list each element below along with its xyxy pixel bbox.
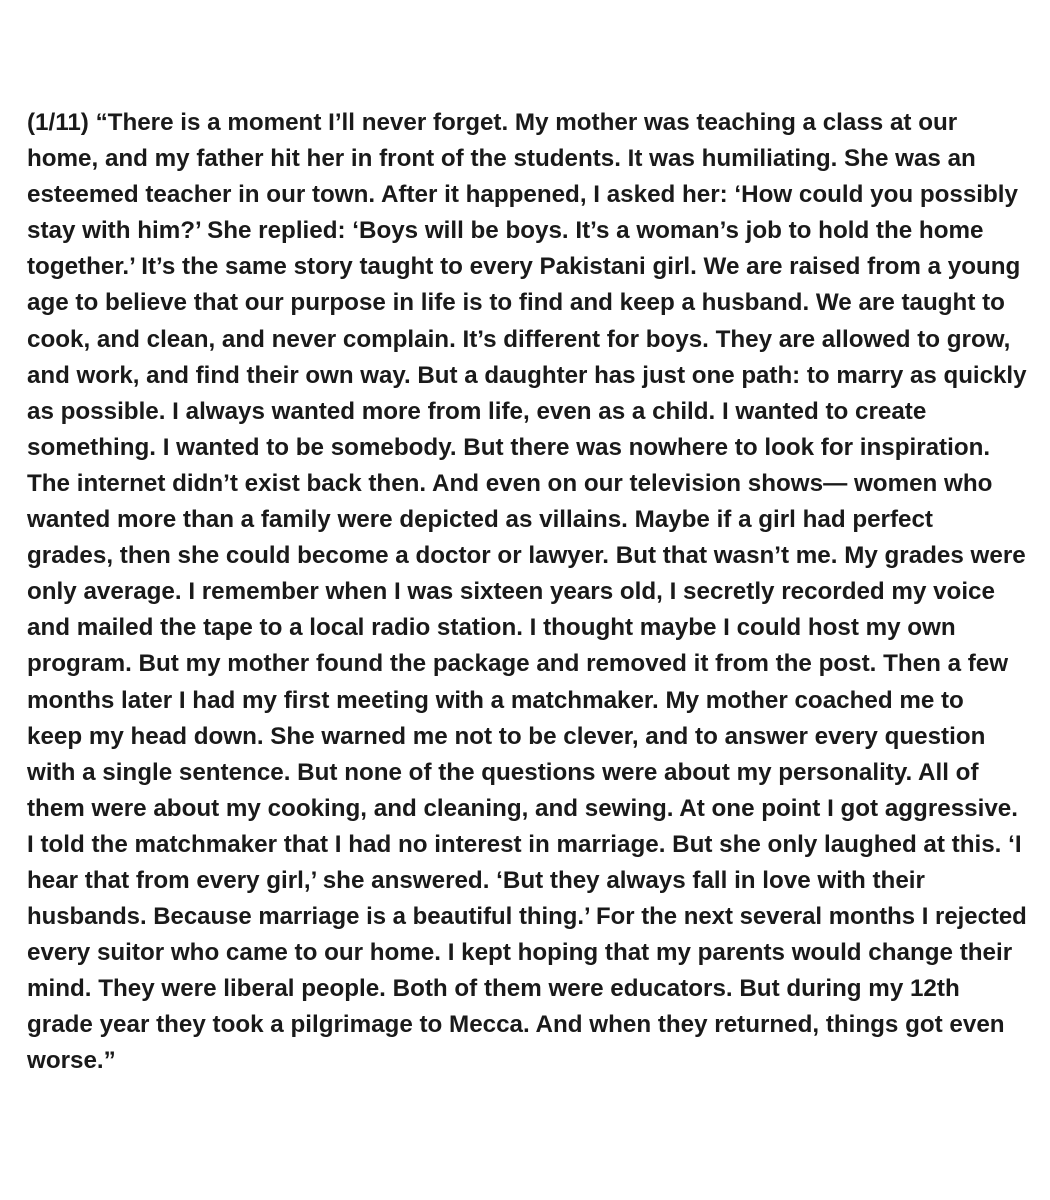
- story-line: and work, and find their own way. But a daughter has just one path: to marry as quickly: [27, 361, 1027, 389]
- story-line: age to believe that our purpose in life is to find and keep a husband. We are taught to: [27, 289, 1005, 317]
- story-line: every suitor who came to our home. I kept hoping that my parents would change their: [27, 939, 1013, 967]
- story-line: together.’ It’s the same story taught to every Pakistani girl. We are raised from a young: [27, 253, 1021, 281]
- story-line: worse.”: [27, 1047, 116, 1075]
- story-line: program. But my mother found the package and removed it from the post. Then a few: [27, 650, 1009, 678]
- story-line: I told the matchmaker that I had no interest in marriage. But she only laughed at this. ‘I: [27, 830, 1022, 858]
- story-line: (1/11) “There is a moment I’ll never forget. My mother was teaching a class at our: [27, 109, 958, 136]
- story-line: esteemed teacher in our town. After it happened, I asked her: ‘How could you possibly: [27, 181, 1018, 209]
- story-line: with a single sentence. But none of the questions were about my personality. All of: [27, 758, 979, 786]
- story-line: grades, then she could become a doctor or lawyer. But that wasn’t me. My grades were: [27, 542, 1026, 570]
- story-line: keep my head down. She warned me not to be clever, and to answer every question: [27, 722, 986, 750]
- story-line: grade year they took a pilgrimage to Mecca. And when they returned, things got even: [27, 1011, 1005, 1039]
- story-line: home, and my father hit her in front of the students. It was humiliating. She was an: [27, 145, 976, 173]
- story-line: only average. I remember when I was sixteen years old, I secretly recorded my voice: [27, 578, 995, 606]
- story-line: and mailed the tape to a local radio station. I thought maybe I could host my own: [27, 614, 956, 642]
- story-line: cook, and clean, and never complain. It’s different for boys. They are allowed to grow,: [27, 325, 1011, 353]
- story-line: something. I wanted to be somebody. But there was nowhere to look for inspiration.: [27, 433, 991, 461]
- story-line: mind. They were liberal people. Both of them were educators. But during my 12th: [27, 975, 960, 1003]
- story-line: husbands. Because marriage is a beautiful thing.’ For the next several months I rejected: [27, 903, 1027, 931]
- story-line: The internet didn’t exist back then. And even on our television shows— women who: [27, 469, 993, 497]
- story-line: as possible. I always wanted more from life, even as a child. I wanted to create: [27, 397, 927, 425]
- story-line: wanted more than a family were depicted as villains. Maybe if a girl had perfect: [27, 506, 933, 534]
- story-text-block: [27, 105, 1027, 1080]
- story-line: months later I had my first meeting with a matchmaker. My mother coached me to: [27, 686, 964, 714]
- story-line: hear that from every girl,’ she answered. ‘But they always fall in love with their: [27, 866, 925, 894]
- story-line: them were about my cooking, and cleaning, and sewing. At one point I got aggressive.: [27, 794, 1018, 822]
- story-line: stay with him?’ She replied: ‘Boys will be boys. It’s a woman’s job to hold the home: [27, 217, 984, 245]
